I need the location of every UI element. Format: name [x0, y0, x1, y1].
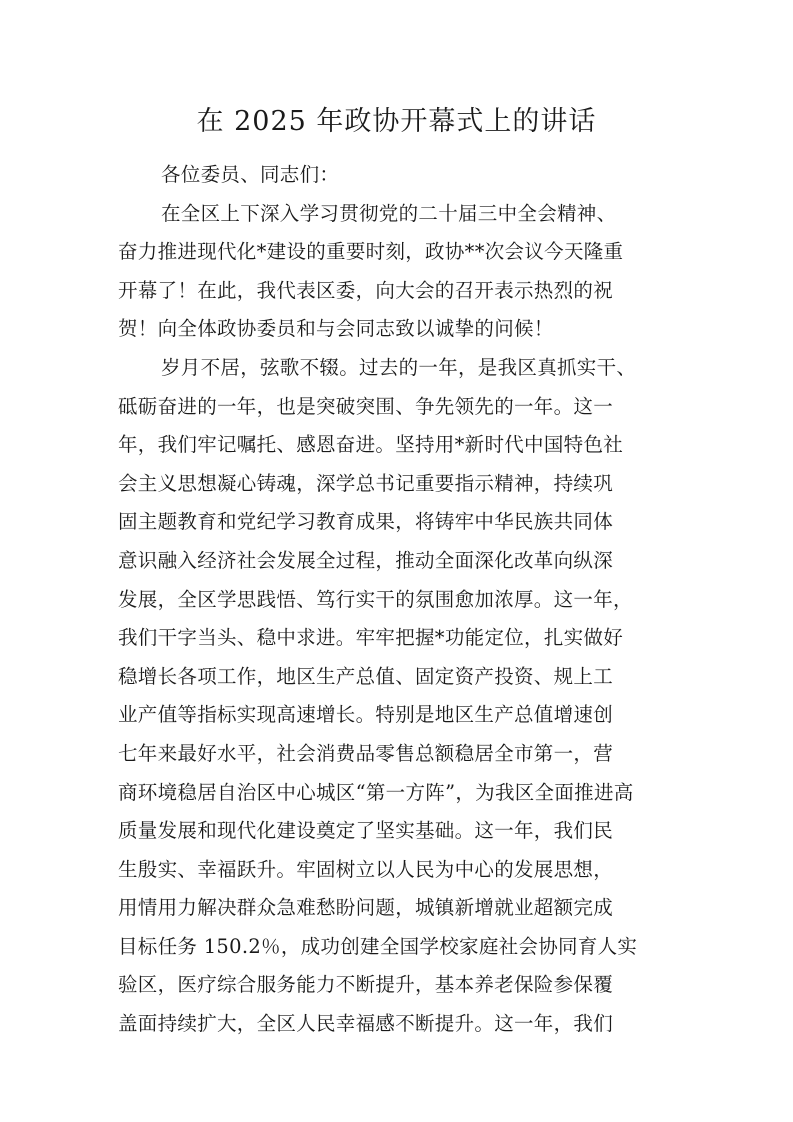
text-line: 我们干字当头、稳中求进。牢牢把握*功能定位，扎实做好: [118, 626, 624, 650]
text-line: 贺！向全体政协委员和与会同志致以诚挚的问候！: [118, 317, 554, 341]
text-line: 砥砺奋进的一年，也是突破突围、争先领先的一年。这一: [118, 394, 614, 418]
text-line: 目标任务 150.2％，成功创建全国学校家庭社会协同育人实: [118, 934, 638, 958]
text-line: 业产值等指标实现高速增长。特别是地区生产总值增速创: [118, 703, 614, 727]
text-line: 质量发展和现代化建设奠定了坚实基础。这一年，我们民: [118, 819, 614, 843]
text-line: 盖面持续扩大，全区人民幸福感不断提升。这一年，我们: [118, 1012, 614, 1036]
text-line: 验区，医疗综合服务能力不断提升，基本养老保险参保覆: [118, 973, 614, 997]
text-line: 发展，全区学思践悟、笃行实干的氛围愈加浓厚。这一年，: [118, 587, 633, 611]
text-line: 稳增长各项工作，地区生产总值、固定资产投资、规上工: [118, 664, 614, 688]
text-line: 各位委员、同志们：: [161, 163, 340, 186]
text-line: 商环境稳居自治区中心城区“第一方阵”，为我区全面推进高: [118, 780, 634, 804]
document-title: 在 2025 年政协开幕式上的讲话: [196, 106, 597, 137]
text-line: 会主义思想凝心铸魂，深学总书记重要指示精神，持续巩: [118, 471, 614, 495]
text-line: 意识融入经济社会发展全过程，推动全面深化改革向纵深: [118, 548, 614, 572]
text-line: 在全区上下深入学习贯彻党的二十届三中全会精神、: [161, 201, 617, 225]
text-line: 开幕了！在此，我代表区委，向大会的召开表示热烈的祝: [118, 278, 614, 302]
text-line: 七年来最好水平，社会消费品零售总额稳居全市第一，营: [118, 741, 614, 765]
text-line: 奋力推进现代化*建设的重要时刻，政协**次会议今天隆重: [118, 240, 624, 264]
text-line: 岁月不居，弦歌不辍。过去的一年，是我区真抓实干、: [161, 355, 637, 379]
document-body: [118, 156, 678, 1044]
text-line: 生殷实、幸福跃升。牢固树立以人民为中心的发展思想，: [118, 857, 614, 881]
text-line: 固主题教育和党纪学习教育成果，将铸牢中华民族共同体: [118, 510, 614, 534]
text-line: 用情用力解决群众急难愁盼问题，城镇新增就业超额完成: [118, 896, 614, 920]
text-line: 年，我们牢记嘱托、感恩奋进。坚持用*新时代中国特色社: [118, 433, 624, 457]
